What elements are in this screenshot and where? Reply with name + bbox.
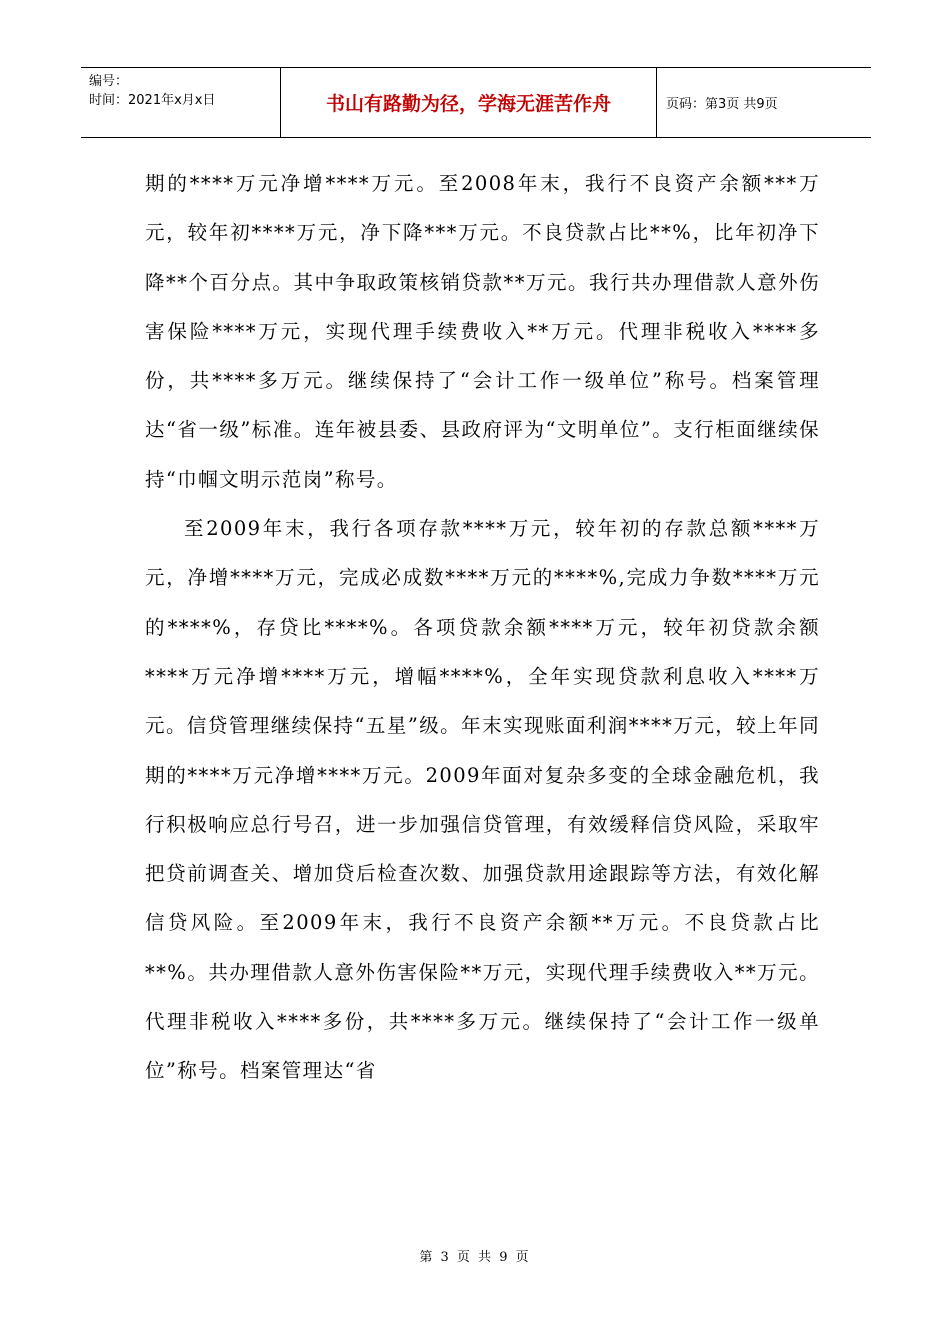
header-meta <box>81 68 281 137</box>
page-header <box>81 67 871 138</box>
page-footer: 第 3 页 共 9 页 <box>419 1250 531 1265</box>
document-number-label: 编号： <box>89 74 129 89</box>
paragraph-1: 期的****万元净增****万元。至2008年末，我行不良资产余额***万元，较年初****万元，净下降***万元。不良贷款占比**%，比年初净下降**个百分点。其中争取政策核销贷款**万元。我行共办理借款人意外伤害保险****万元，实现代理手续费收入**万元。代理非税收入****多份，共****多万元。继续保持了“会计工作一级单位”称号。档案管理达“省一级”标准。连年被县委、县政府评为“文明单位”。支行柜面继续保持“巾帼文明示范岗”称号。 <box>145 172 820 491</box>
document-body <box>145 159 820 1096</box>
header-page-code: 页码：第3页 共9页 <box>666 97 778 112</box>
paragraph-2: 至2009年末，我行各项存款****万元，较年初的存款总额****万元，净增****万元，完成必成数****万元的****%,完成力争数****万元的****%，存贷比****%。各项贷款余额****万元，较年初贷款余额****万元净增****万元，增幅****%，全年实现贷款利息收入****万元。信贷管理继续保持“五星”级。年末实现账面利润****万元，较上年同期的****万元净增****万元。2009年面对复杂多变的全球金融危机，我行积极响应总行号召，进一步加强信贷管理，有效缓释信贷风险，采取牢把贷前调查关、增加贷后检查次数、加强贷款用途跟踪等方法，有效化解信贷风险。至2009年末，我行不良资产余额**万元。不良贷款占比**%。共办理借款人意外伤害保险**万元，实现代理手续费收入**万元。代理非税收入****多份，共****多万元。继续保持了“会计工作一级单位”称号。档案管理达“省 <box>145 517 820 1083</box>
header-motto: 书山有路勤为径，学海无涯苦作舟 <box>281 68 657 137</box>
document-date: 时间：2021年x月x日 <box>89 93 216 108</box>
